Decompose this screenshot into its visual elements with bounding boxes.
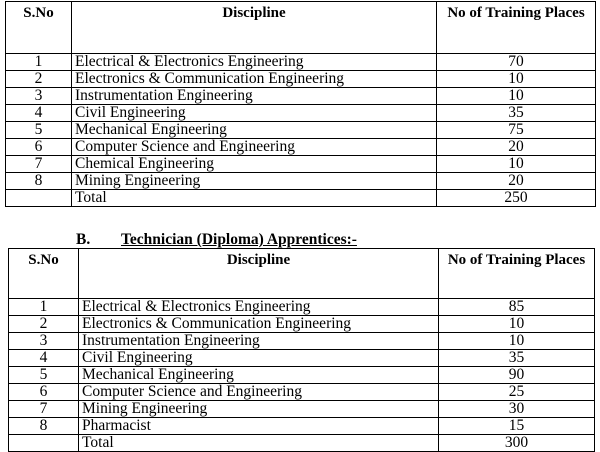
table-row [6,156,596,173]
sno-cell: 7 [6,156,72,173]
table-row [9,418,595,435]
discipline-cell: Mechanical Engineering [79,367,439,384]
sno-cell: 4 [9,350,79,367]
sno-cell: 7 [9,401,79,418]
discipline-cell: Mining Engineering [72,173,437,190]
table-row [9,299,595,316]
sno-header: S.No [9,249,79,299]
table-b-body [9,299,595,435]
discipline-cell: Chemical Engineering [72,156,437,173]
table-a-header-row [6,2,596,54]
discipline-cell: Instrumentation Engineering [72,88,437,105]
table-a [5,1,596,207]
table-a-body [6,54,596,190]
table-row [9,401,595,418]
table-row [9,384,595,401]
table-row [9,333,595,350]
table-row [9,316,595,333]
training-places-cell: 20 [437,139,596,156]
training-places-cell: 25 [439,384,595,401]
sno-cell: 5 [6,122,72,139]
training-places-cell: 20 [437,173,596,190]
table-row [6,71,596,88]
sno-cell: 5 [9,367,79,384]
discipline-cell: Instrumentation Engineering [79,333,439,350]
table-b-total-row [9,435,595,452]
discipline-cell: Civil Engineering [79,350,439,367]
sno-cell: 1 [9,299,79,316]
sno-cell: 2 [6,71,72,88]
discipline-cell: Mechanical Engineering [72,122,437,139]
table-b [8,248,595,452]
discipline-cell: Pharmacist [79,418,439,435]
discipline-cell: Mining Engineering [79,401,439,418]
training-places-cell: 10 [437,71,596,88]
table-row [6,122,596,139]
training-places-cell: 70 [437,54,596,71]
total-value: 300 [439,435,595,452]
training-places-cell: 35 [437,105,596,122]
discipline-cell: Electrical & Electronics Engineering [79,299,439,316]
sno-cell: 6 [6,139,72,156]
table-a-total-row [6,190,596,207]
sno-cell: 6 [9,384,79,401]
table-row [6,173,596,190]
table-row [9,350,595,367]
training-places-cell: 90 [439,367,595,384]
discipline-cell: Computer Science and Engineering [72,139,437,156]
section-b-heading [76,231,357,249]
table-row [9,367,595,384]
sno-cell: 8 [6,173,72,190]
sno-cell: 8 [9,418,79,435]
total-sno-cell [6,190,72,207]
discipline-header: Discipline [79,249,439,299]
sno-cell: 1 [6,54,72,71]
sno-header: S.No [6,2,72,54]
sno-cell: 4 [6,105,72,122]
discipline-header: Discipline [72,2,437,54]
section-b-letter: B. [76,231,91,248]
discipline-cell: Computer Science and Engineering [79,384,439,401]
total-value: 250 [437,190,596,207]
sno-cell: 3 [9,333,79,350]
discipline-cell: Electrical & Electronics Engineering [72,54,437,71]
training-places-header: No of Training Places [439,249,595,299]
section-b-title: Technician (Diploma) Apprentices:- [121,231,357,248]
total-sno-cell [9,435,79,452]
training-places-cell: 85 [439,299,595,316]
sno-cell: 2 [9,316,79,333]
training-places-header: No of Training Places [437,2,596,54]
total-label: Total [79,435,439,452]
table-row [6,105,596,122]
training-places-cell: 10 [437,88,596,105]
training-places-cell: 10 [437,156,596,173]
total-label: Total [72,190,437,207]
discipline-cell: Electronics & Communication Engineering [79,316,439,333]
table-b-header-row [9,249,595,299]
training-places-cell: 75 [437,122,596,139]
table-row [6,54,596,71]
training-places-cell: 10 [439,333,595,350]
training-places-cell: 15 [439,418,595,435]
discipline-cell: Electronics & Communication Engineering [72,71,437,88]
training-places-cell: 10 [439,316,595,333]
table-row [6,139,596,156]
sno-cell: 3 [6,88,72,105]
training-places-cell: 35 [439,350,595,367]
training-places-cell: 30 [439,401,595,418]
discipline-cell: Civil Engineering [72,105,437,122]
table-row [6,88,596,105]
